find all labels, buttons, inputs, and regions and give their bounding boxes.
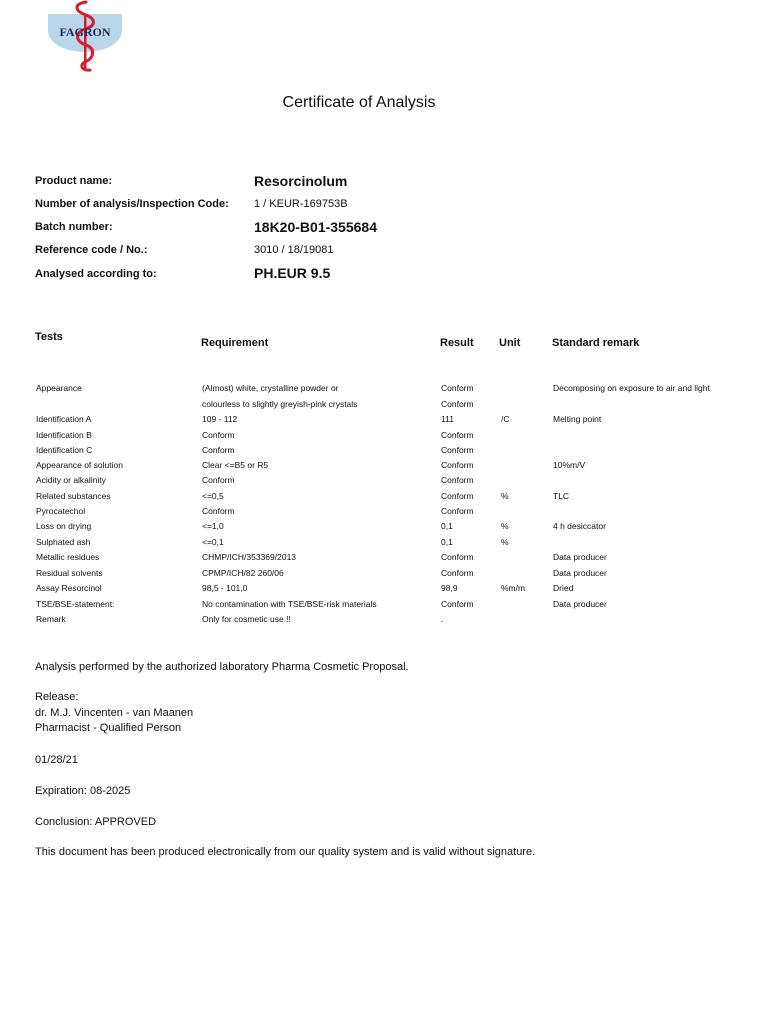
- test-name: Identification B: [36, 430, 92, 440]
- table-row: [0, 552, 768, 567]
- reference-label: Reference code / No.:: [35, 244, 148, 256]
- unit: %: [501, 491, 509, 501]
- standard-remark: 4 h desiccator: [553, 521, 606, 531]
- expiration: Expiration: 08-2025: [35, 785, 131, 797]
- test-name: Related substances: [36, 491, 111, 501]
- result: 98,9: [441, 583, 458, 593]
- requirement: <=0,1: [202, 537, 224, 547]
- logo-wordmark: FAGRON: [59, 25, 111, 39]
- logo-staff: [84, 14, 87, 70]
- standard-remark: Decomposing on exposure to air and light: [553, 383, 710, 393]
- conclusion: Conclusion: APPROVED: [35, 816, 157, 828]
- release-date: 01/28/21: [35, 754, 78, 766]
- test-name: Loss on drying: [36, 521, 92, 531]
- table-row: [0, 583, 768, 598]
- fagron-logo-graphic: [46, 0, 124, 74]
- result: Conform: [441, 399, 474, 409]
- table-row: [0, 506, 768, 521]
- requirement: CHMP/ICH/353369/2013: [202, 552, 297, 562]
- header-standard-remark: Standard remark: [552, 337, 640, 349]
- standard-remark: Data producer: [553, 599, 607, 609]
- test-name: Appearance: [36, 383, 82, 393]
- standard-remark: Dried: [553, 583, 574, 593]
- table-row: [0, 445, 768, 460]
- result: 111: [441, 414, 454, 424]
- requirement: 109 - 112: [202, 414, 238, 424]
- result: Conform: [441, 445, 474, 455]
- result: Conform: [441, 460, 474, 470]
- product-name-label: Product name:: [35, 175, 113, 187]
- product-name-value: Resorcinolum: [254, 173, 348, 189]
- unit: %m/m: [501, 583, 526, 593]
- standard-remark: TLC: [553, 491, 570, 501]
- release-name: dr. M.J. Vincenten - van Maanen: [35, 707, 194, 719]
- requirement: <=0,5: [202, 491, 224, 501]
- requirement: (Almost) white, crystalline powder or: [202, 383, 339, 393]
- analysed-value: PH.EUR 9.5: [254, 265, 331, 281]
- requirement: Only for cosmetic use !!: [202, 614, 291, 624]
- standard-remark: 10%m/V: [553, 460, 586, 470]
- test-name: Sulphated ash: [36, 537, 91, 547]
- test-name: Identification A: [36, 414, 92, 424]
- test-name: Appearance of solution: [36, 460, 123, 470]
- analysis-number-label: Number of analysis/Inspection Code:: [35, 198, 229, 210]
- requirement: colourless to slightly greyish-pink crystals: [202, 399, 358, 409]
- standard-remark: Data producer: [553, 552, 607, 562]
- result: 0,1: [441, 537, 453, 547]
- unit: /C: [501, 414, 510, 424]
- table-row: [0, 414, 768, 429]
- analysis-statement: Analysis performed by the authorized laboratory Pharma Cosmetic Proposal.: [35, 661, 409, 673]
- fagron-logo: [46, 0, 124, 74]
- standard-remark: Data producer: [553, 568, 607, 578]
- result: 0,1: [441, 521, 453, 531]
- unit: %: [501, 521, 509, 531]
- requirement: Clear <=B5 or R5: [202, 460, 269, 470]
- result: Conform: [441, 506, 474, 516]
- table-row: [0, 521, 768, 536]
- test-name: Metallic residues: [36, 552, 100, 562]
- result: Conform: [441, 491, 474, 501]
- requirement: No contamination with TSE/BSE-risk materials: [202, 599, 377, 609]
- result: Conform: [441, 599, 474, 609]
- table-row: [0, 460, 768, 475]
- table-row: [0, 537, 768, 552]
- release-role: Pharmacist - Qualified Person: [35, 722, 182, 734]
- requirement: Conform: [202, 506, 235, 516]
- analysis-number-value: 1 / KEUR-169753B: [254, 198, 348, 210]
- result: Conform: [441, 568, 474, 578]
- requirement: Conform: [202, 445, 235, 455]
- batch-label: Batch number:: [35, 221, 113, 233]
- test-name: Pyrocatechol: [36, 506, 86, 516]
- table-row: [0, 599, 768, 614]
- table-row: [0, 491, 768, 506]
- requirement: <=1,0: [202, 521, 224, 531]
- table-row: [0, 568, 768, 583]
- table-row: [0, 614, 768, 629]
- header-result: Result: [440, 337, 474, 349]
- header-unit: Unit: [499, 337, 521, 349]
- table-row: [0, 475, 768, 490]
- result: Conform: [441, 475, 474, 485]
- release-label: Release:: [35, 691, 79, 703]
- unit: %: [501, 537, 509, 547]
- header-tests: Tests: [35, 331, 63, 343]
- requirement: Conform: [202, 475, 235, 485]
- result: Conform: [441, 430, 474, 440]
- table-row: [0, 383, 768, 398]
- reference-value: 3010 / 18/19081: [254, 244, 334, 256]
- result: Conform: [441, 552, 474, 562]
- table-row: [0, 399, 768, 414]
- test-name: Remark: [36, 614, 66, 624]
- test-name: Assay Resorcinol: [36, 583, 102, 593]
- result: .: [441, 614, 444, 624]
- test-name: TSE/BSE-statement:: [36, 599, 115, 609]
- result: Conform: [441, 383, 474, 393]
- header-requirement: Requirement: [201, 337, 269, 349]
- test-name: Identification C: [36, 445, 93, 455]
- standard-remark: Melting point: [553, 414, 602, 424]
- batch-value: 18K20-B01-355684: [254, 219, 377, 235]
- test-name: Residual solvents: [36, 568, 103, 578]
- requirement: CPMP/ICH/82 260/06: [202, 568, 284, 578]
- requirement: 98,5 - 101,0: [202, 583, 248, 593]
- analysed-label: Analysed according to:: [35, 268, 157, 280]
- requirement: Conform: [202, 430, 235, 440]
- page-title: Certificate of Analysis: [282, 94, 436, 111]
- table-row: [0, 430, 768, 445]
- test-name: Acidity or alkalinity: [36, 475, 106, 485]
- electronic-note: This document has been produced electronically from our quality system and is valid without signature.: [35, 846, 536, 858]
